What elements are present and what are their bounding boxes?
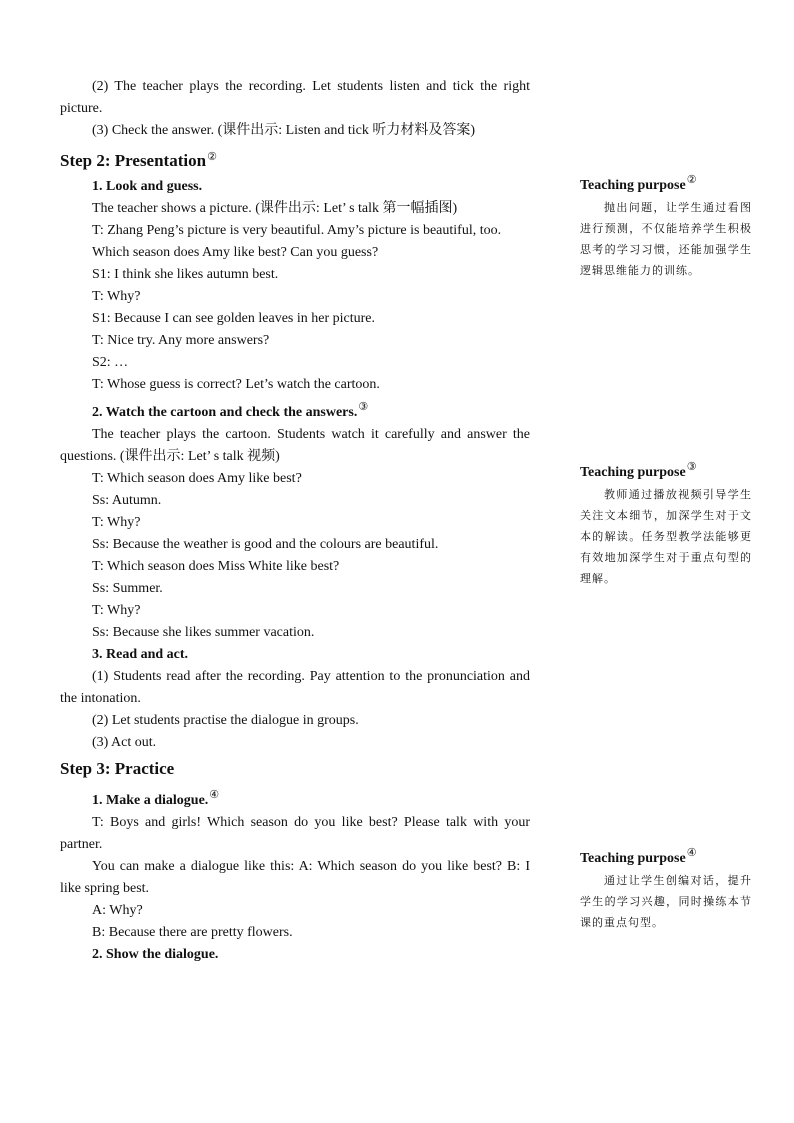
note-text: 抛出问题，让学生通过看图进行预测，不仅能培养学生积极思考的学习习惯，还能加强学生逻辑思维能力的训练。 <box>580 201 752 277</box>
intro-line: (2) The teacher plays the recording. Let students listen and tick the right picture. <box>60 79 530 116</box>
note-title-text: Teaching purpose <box>580 178 686 193</box>
body-line: Ss: Because she likes summer vacation. <box>92 625 315 640</box>
body-line: Ss: Summer. <box>92 581 163 596</box>
note-title <box>580 843 752 869</box>
body-line: S1: I think she likes autumn best. <box>92 267 279 282</box>
step2-sub3-heading: 3. Read and act. <box>92 647 189 662</box>
body-line: (3) Act out. <box>92 735 157 750</box>
body-line: T: Zhang Peng’s picture is very beautiful. Amy’s picture is beautiful, too. <box>92 223 502 238</box>
body-line: T: Which season does Miss White like best? <box>92 559 340 574</box>
body-line: A: Why? <box>92 903 143 918</box>
footnote-mark: ④ <box>209 789 220 801</box>
body-line: T: Whose guess is correct? Let’s watch the cartoon. <box>92 377 380 392</box>
body-line: The teacher plays the cartoon. Students watch it carefully and answer the questions. (课件出示: Let’ s talk 视频) <box>60 427 530 464</box>
note-title <box>580 457 752 483</box>
body-line: T: Why? <box>92 289 141 304</box>
body-line: (1) Students read after the recording. Pay attention to the pronunciation and the intonation. <box>60 669 530 706</box>
body-line: S1: Because I can see golden leaves in her picture. <box>92 311 376 326</box>
footnote-mark: ③ <box>358 401 369 413</box>
main-column <box>60 76 530 966</box>
note-text: 教师通过播放视频引导学生关注文本细节，加深学生对于文本的解读。任务型教学法能够更有效地加深学生对于重点句型的理解。 <box>580 488 752 585</box>
step2-sub2-title: 2. Watch the cartoon and check the answers. <box>92 405 358 420</box>
step3-sub1-title: 1. Make a dialogue. <box>92 793 209 808</box>
step2-sub2-heading <box>60 396 530 424</box>
step2-sub1-heading: 1. Look and guess. <box>92 179 203 194</box>
note-title-text: Teaching purpose <box>580 851 686 866</box>
teaching-purpose-note <box>580 170 752 281</box>
note-title-text: Teaching purpose <box>580 465 686 480</box>
body-line: Which season does Amy like best? Can you guess? <box>92 245 379 260</box>
step2-title: Step 2: Presentation <box>60 151 207 170</box>
body-line: (2) Let students practise the dialogue in groups. <box>92 713 359 728</box>
teaching-purpose-note <box>580 457 752 589</box>
teaching-purpose-note <box>580 843 752 933</box>
step3-heading: Step 3: Practice <box>60 759 175 778</box>
body-line: B: Because there are pretty flowers. <box>92 925 293 940</box>
body-line: S2: … <box>92 355 129 370</box>
note-title <box>580 170 752 196</box>
body-line: T: Boys and girls! Which season do you like best? Please talk with your partner. <box>60 815 530 852</box>
step2-heading <box>60 144 530 174</box>
intro-line: (3) Check the answer. (课件出示: Listen and tick 听力材料及答案) <box>92 123 475 138</box>
note-text: 通过让学生创编对话，提升学生的学习兴趣，同时操练本节课的重点句型。 <box>580 874 752 929</box>
body-line: T: Why? <box>92 603 141 618</box>
step3-sub1-heading <box>60 784 530 812</box>
footnote-mark: ④ <box>686 847 697 859</box>
body-line: T: Which season does Amy like best? <box>92 471 302 486</box>
step3-sub2-heading: 2. Show the dialogue. <box>92 947 219 962</box>
footnote-mark: ② <box>207 151 217 163</box>
body-line: T: Why? <box>92 515 141 530</box>
body-line: T: Nice try. Any more answers? <box>92 333 270 348</box>
footnote-mark: ③ <box>686 461 697 473</box>
body-line: The teacher shows a picture. (课件出示: Let’ s talk 第一幅插图) <box>92 201 458 216</box>
footnote-mark: ② <box>686 174 697 186</box>
body-line: Ss: Because the weather is good and the colours are beautiful. <box>92 537 439 552</box>
body-line: Ss: Autumn. <box>92 493 162 508</box>
body-line: You can make a dialogue like this: A: Which season do you like best? B: I like spring best. <box>60 859 530 896</box>
